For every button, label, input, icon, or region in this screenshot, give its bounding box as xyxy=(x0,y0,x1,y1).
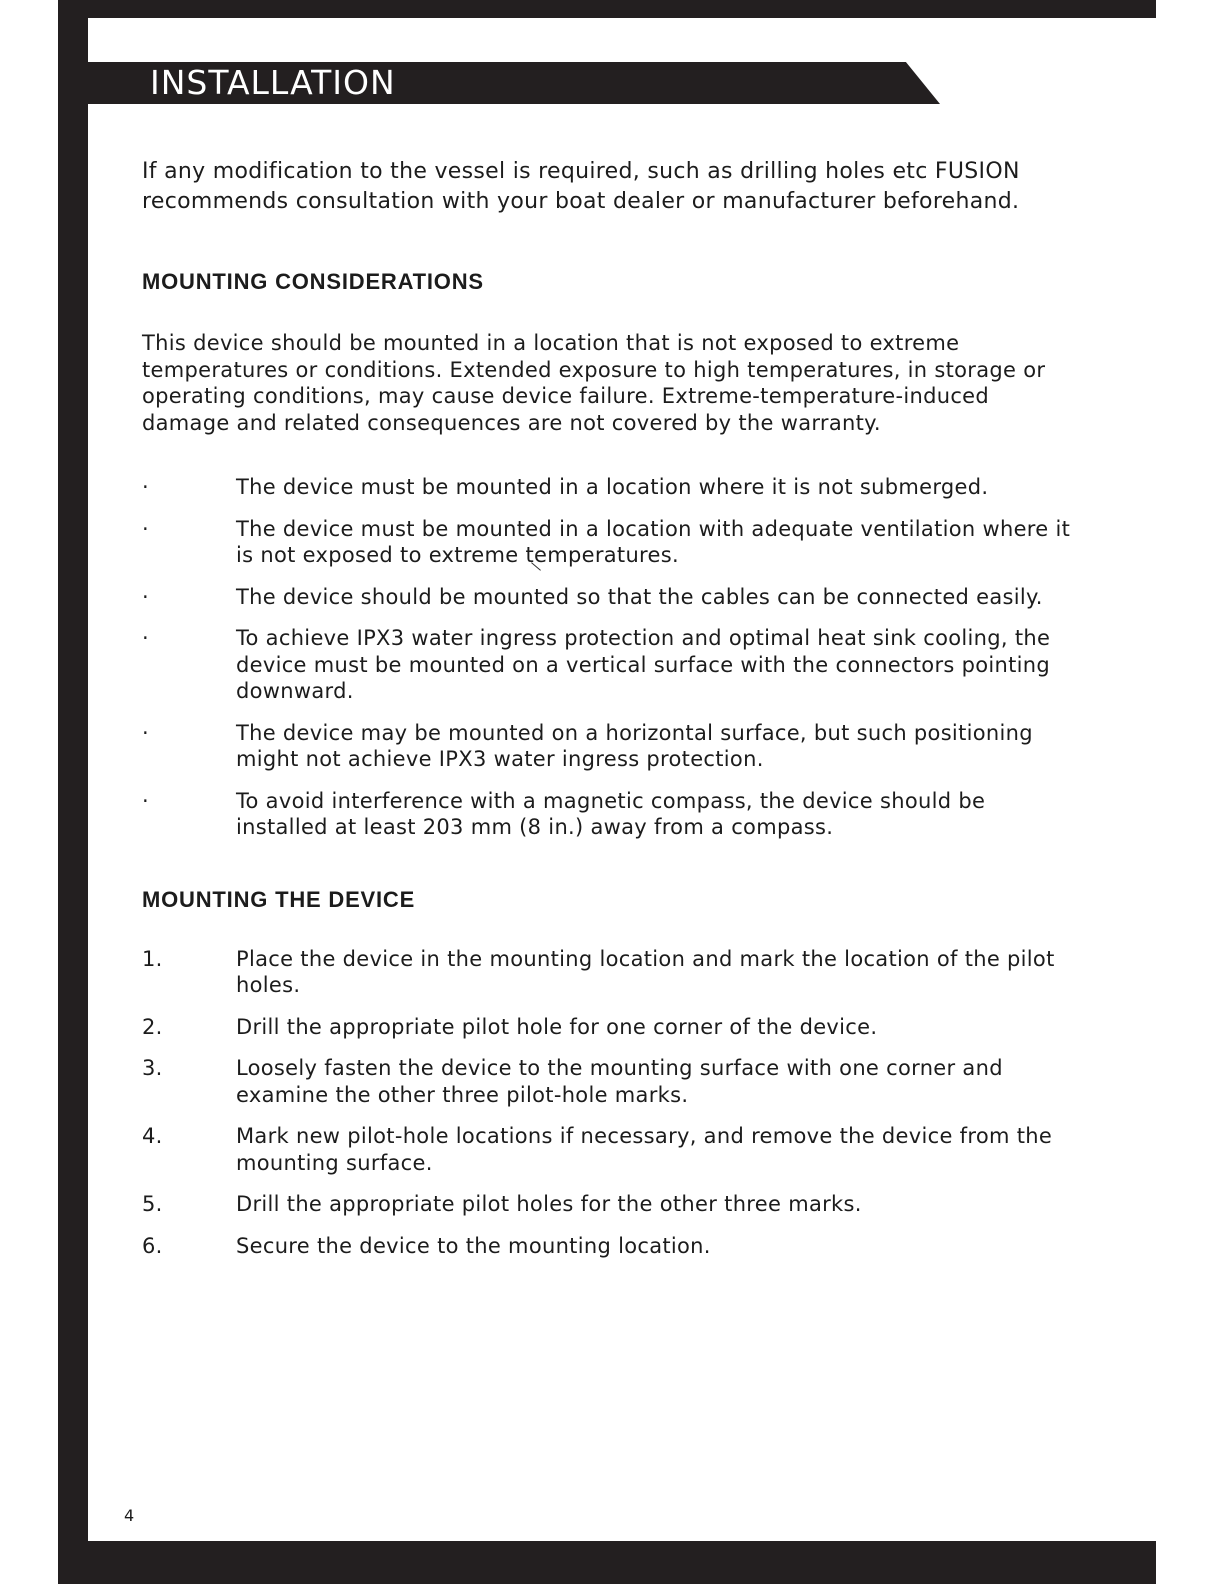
page-frame-bottom xyxy=(58,1541,1156,1584)
list-item xyxy=(142,584,1072,611)
bullet-marker: · xyxy=(142,720,149,745)
mounting-considerations-paragraph: This device should be mounted in a location that is not exposed to extreme temperatures or conditions. Extended exposure to high temperatures, in storage or operating conditions, may cause device failure. Extreme-temperature-induced damage and related consequences are not covered by the warranty. xyxy=(142,331,1046,435)
step-item xyxy=(142,946,1072,999)
step-number: 4. xyxy=(142,1124,163,1148)
mounting-steps-list xyxy=(142,946,1072,1260)
step-number: 5. xyxy=(142,1192,163,1216)
list-item xyxy=(142,720,1072,773)
step-item xyxy=(142,1233,1072,1260)
bullet-marker: · xyxy=(142,626,149,650)
mounting-considerations-list xyxy=(142,474,1072,841)
page-frame-top xyxy=(58,0,1156,18)
bullet-marker: · xyxy=(142,475,149,499)
list-item-text: To achieve IPX3 water ingress protection and optimal heat sink cooling, the device must be mounted on a vertical surface with the connectors pointing downward. xyxy=(236,626,1051,703)
list-item-text: The device may be mounted on a horizontal surface, but such positioning might not achieve IPX3 water ingress protection. xyxy=(236,720,1033,771)
bullet-marker: · xyxy=(142,584,149,609)
step-text: Place the device in the mounting location and mark the location of the pilot holes. xyxy=(236,946,1055,997)
step-number: 2. xyxy=(142,1014,163,1039)
list-item-text: The device must be mounted in a location with adequate ventilation where it is not exposed to extreme temperatures. xyxy=(236,516,1071,567)
step-text: Loosely fasten the device to the mounting surface with one corner and examine the other three pilot-hole marks. xyxy=(236,1056,1003,1107)
bullet-marker: · xyxy=(142,516,149,541)
list-item-text: To avoid interference with a magnetic compass, the device should be installed at least 203 mm (8 in.) away from a compass. xyxy=(236,788,986,839)
mounting-the-device-heading: MOUNTING THE DEVICE xyxy=(142,886,416,912)
step-number: 1. xyxy=(142,946,163,971)
step-text: Drill the appropriate pilot holes for the other three marks. xyxy=(236,1192,862,1216)
intro-paragraph: If any modification to the vessel is required, such as drilling holes etc FUSION recommends consultation with your boat dealer or manufacturer beforehand. xyxy=(142,159,1020,214)
page-content xyxy=(142,157,1072,1274)
list-item xyxy=(142,625,1072,705)
step-item xyxy=(142,1191,1072,1218)
step-item xyxy=(142,1123,1072,1176)
section-title: INSTALLATION xyxy=(150,63,396,102)
step-text: Mark new pilot-hole locations if necessary, and remove the device from the mounting surface. xyxy=(236,1124,1053,1175)
list-item xyxy=(142,788,1072,841)
step-number: 6. xyxy=(142,1233,163,1258)
page-frame-left xyxy=(58,0,88,1584)
bullet-marker: · xyxy=(142,788,149,813)
step-item xyxy=(142,1055,1072,1108)
step-text: Secure the device to the mounting location. xyxy=(236,1233,711,1258)
frame-corner-bottom xyxy=(88,1481,148,1541)
list-item-text: The device should be mounted so that the cables can be connected easily. xyxy=(236,584,1043,609)
step-text: Drill the appropriate pilot hole for one corner of the device. xyxy=(236,1014,878,1039)
list-item xyxy=(142,516,1072,569)
list-item xyxy=(142,474,1072,501)
step-number: 3. xyxy=(142,1056,163,1080)
step-item xyxy=(142,1014,1072,1041)
page-number: 4 xyxy=(124,1506,135,1525)
mounting-considerations-heading: MOUNTING CONSIDERATIONS xyxy=(142,269,484,294)
list-item-text: The device must be mounted in a location where it is not submerged. xyxy=(236,475,989,499)
